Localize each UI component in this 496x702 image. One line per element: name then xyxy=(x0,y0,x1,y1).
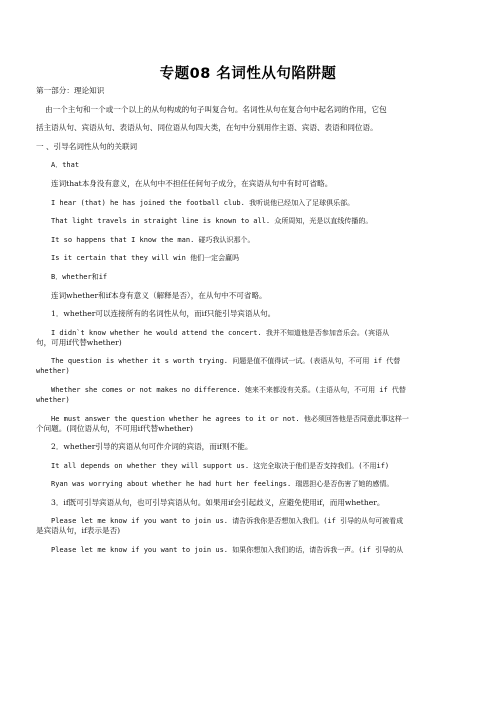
line-gap xyxy=(36,319,460,328)
line-gap xyxy=(36,301,460,310)
text-line: 句，可用if代替whether) xyxy=(36,337,122,347)
text-line: 1．whether可以连接所有的名词性从句，而if只能引导宾语从句。 xyxy=(51,309,276,319)
text-line: It all depends on whether they will support us. 这完全取决于他们是否支持我们。(不用if) xyxy=(51,461,390,470)
line-gap xyxy=(36,133,460,142)
text-line: 第一部分：理论知识 xyxy=(36,86,105,95)
line-gap xyxy=(36,471,460,480)
text-line: 括主语从句、宾语从句、表语从句、同位语从句四大类，在句中分别用作主语、宾语、表语和同位语。 xyxy=(36,123,378,133)
text-line: whether) xyxy=(36,367,70,376)
text-line: I hear (that) he has joined the football club. 我听说他已经加入了足球俱乐部。 xyxy=(51,198,355,207)
text-line: A．that xyxy=(51,161,80,170)
text-line: Please let me know if you want to join us. 请告诉我你是否想加入我们。(if 引导的从句可被看成 xyxy=(51,517,404,526)
text-line: 3．if既可引导宾语从句，也可引导宾语从句。如果用if会引起歧义，应避免使用if，而用whether。 xyxy=(51,497,385,507)
line-gap xyxy=(36,226,460,235)
line-gap xyxy=(36,489,460,498)
text-line: whether) xyxy=(36,395,70,404)
line-gap xyxy=(36,152,460,161)
line-gap xyxy=(36,189,460,198)
text-line: Is it certain that they will win 他们一定会赢吗 xyxy=(51,254,240,263)
text-line: 一 、引导名词性从句的关联词 xyxy=(36,141,138,151)
text-line: 连词that本身没有意义，在从句中不担任任何句子成分，在宾语从句中有时可省略。 xyxy=(51,178,333,188)
line-gap xyxy=(36,434,460,443)
text-line: That light travels in straight line is known to all. 众所周知，光是以直线传播的。 xyxy=(51,217,373,226)
text-line: B．whether和if xyxy=(51,272,108,281)
line-gap xyxy=(36,508,460,517)
text-line: He must answer the question whether he agrees to it or not. 他必须回答他是否同意此事这样一 xyxy=(51,414,409,423)
line-gap xyxy=(36,96,460,105)
document-body xyxy=(36,86,460,555)
line-gap xyxy=(36,405,460,414)
text-line: I didn`t know whether he would attend the concert. 我并不知道他是否参加音乐会。(宾语从 xyxy=(51,328,390,337)
text-line: 是宾语从句，if表示是否) xyxy=(36,526,121,536)
line-gap xyxy=(36,348,460,357)
line-gap xyxy=(36,170,460,179)
line-gap xyxy=(36,536,460,545)
line-gap xyxy=(36,452,460,461)
text-line: 个问题。(同位语从句，不可用if代替whether) xyxy=(36,423,194,433)
text-line: The question is whether it s worth trying. 问题是值不值得试一试。(表语从句，不可用 if 代替 xyxy=(51,357,401,366)
line-gap xyxy=(36,115,460,124)
text-line: It so happens that I know the man. 碰巧我认识那个。 xyxy=(51,235,255,244)
text-line: Whether she comes or not makes no difference. 她来不来都没有关系。(主语从句，不可用 if 代替 xyxy=(51,385,406,394)
page-title: 专题08 名词性从句陷阱题 xyxy=(159,66,337,82)
line-gap xyxy=(36,376,460,385)
text-line: Ryan was worrying about whether he had hurt her feelings. 瑞恩担心是否伤害了她的感情。 xyxy=(51,480,394,489)
line-gap xyxy=(36,245,460,254)
line-gap xyxy=(36,263,460,272)
text-line: 连词whether和if本身有意义（解释是否），在从句中不可省略。 xyxy=(51,290,267,300)
text-line: 由一个主句和一个或一个以上的从句构成的句子叫复合句。名词性从句在复合句中起名词的作用，它包 xyxy=(45,104,387,114)
line-gap xyxy=(36,208,460,217)
text-line: Please let me know if you want to join us. 如果你想加入我们的话，请告诉我一声。(if 引导的从 xyxy=(51,546,404,555)
text-line: 2．whether引导的宾语从句可作介词的宾语，而if则不能。 xyxy=(51,442,253,452)
line-gap xyxy=(36,282,460,291)
